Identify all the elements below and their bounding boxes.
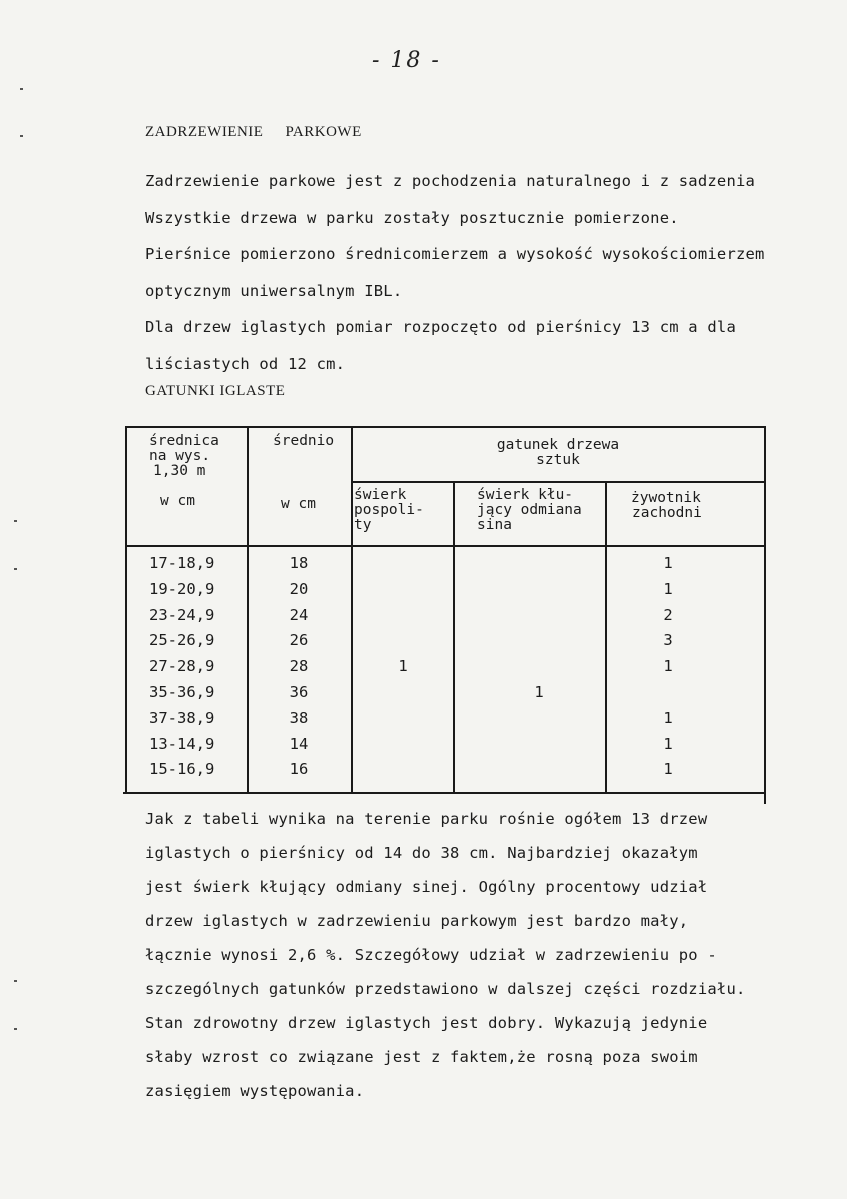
table-cell-s3: 1 <box>663 657 673 676</box>
table-cell-avg: 26 <box>289 631 309 650</box>
text-line: słaby wzrost co związane jest z faktem,że rosną poza swoim <box>145 1048 698 1066</box>
table-cell-range: 15-16,9 <box>149 760 215 779</box>
text-line: iglastych o pierśnicy od 14 do 38 cm. Najbardziej okazałym <box>145 844 698 862</box>
header-line: sztuk <box>536 452 580 468</box>
species-header-2 <box>477 488 582 533</box>
page-number: - 18 - <box>372 48 441 73</box>
closing-paragraph <box>145 802 825 1108</box>
heading-word: ZADRZEWIENIE <box>145 124 264 140</box>
table-cell-s3: 1 <box>663 708 673 727</box>
table-column-line <box>351 426 353 794</box>
header-line: ty <box>354 517 372 533</box>
table-cell-range: 23-24,9 <box>149 605 215 624</box>
table-cell-s3: 1 <box>663 579 673 598</box>
table-cell-range: 27-28,9 <box>149 657 215 676</box>
table-border-top <box>125 426 765 428</box>
table-cell-s3: 1 <box>663 734 673 753</box>
text-line: Stan zdrowotny drzew iglastych jest dobry. Wykazują jedynie <box>145 1014 708 1032</box>
text-line: Wszystkie drzewa w parku zostały posztucznie pomierzone. <box>145 208 679 227</box>
header-line: świerk <box>354 487 407 503</box>
table-cell-avg: 24 <box>289 605 309 624</box>
header-line: świerk kłu- <box>477 487 574 503</box>
header-line: żywotnik <box>631 490 701 506</box>
table-cell-range: 25-26,9 <box>149 631 215 650</box>
table-cell-avg: 16 <box>289 760 309 779</box>
table-column-line <box>247 426 249 794</box>
margin-mark <box>14 568 17 570</box>
table-cell-range: 35-36,9 <box>149 683 215 701</box>
header-line: gatunek drzewa <box>496 437 620 453</box>
margin-mark <box>20 135 23 137</box>
table-cell-s1: 1 <box>398 657 408 676</box>
table-cell-s2: 1 <box>534 683 544 701</box>
text-line: drzew iglastych w zadrzewieniu parkowym jest bardzo mały, <box>145 912 689 930</box>
group-header-species <box>351 438 765 468</box>
table-cell-avg: 14 <box>289 734 309 753</box>
conifer-table <box>123 426 766 796</box>
column-unit: w cm <box>160 493 195 509</box>
heading-word: PARKOWE <box>285 124 362 140</box>
column-unit: w cm <box>281 496 316 512</box>
table-cell-s3: 1 <box>663 554 673 572</box>
table-border-left <box>125 426 127 794</box>
table-header-line <box>125 545 765 547</box>
table-column-line <box>453 481 455 794</box>
text-line: jest świerk kłujący odmiany sinej. Ogólny procentowy udział <box>145 878 708 896</box>
column-header-average: średnio <box>273 433 335 449</box>
table-cell-avg: 28 <box>289 657 309 676</box>
table-cell-avg: 36 <box>289 683 309 701</box>
section-heading <box>145 124 362 141</box>
table-cell-avg: 20 <box>289 579 309 598</box>
header-line: pospoli- <box>354 502 424 518</box>
table-cell-range: 13-14,9 <box>149 734 215 753</box>
margin-mark <box>20 88 23 90</box>
text-line: szczególnych gatunków przedstawiono w dalszej części rozdziału. <box>145 980 746 998</box>
species-header-1 <box>354 488 424 533</box>
text-line: zasięgiem występowania. <box>145 1082 365 1100</box>
text-line: Zadrzewienie parkowe jest z pochodzenia naturalnego i z sadzenia <box>145 172 756 190</box>
margin-mark <box>14 980 17 982</box>
text-line: Dla drzew iglastych pomiar rozpoczęto od pierśnicy 13 cm a dla <box>145 318 736 336</box>
table-cell-s3: 3 <box>663 631 673 650</box>
table-cell-s3: 1 <box>663 760 673 779</box>
text-line: Pierśnice pomierzono średnicomierzem a wysokość wysokościomierzem <box>145 245 765 263</box>
table-border-right <box>764 426 766 804</box>
table-cell-range: 19-20,9 <box>149 579 215 598</box>
header-line: na wys. <box>149 448 211 464</box>
table-cell-range: 17-18,9 <box>149 554 215 572</box>
table-column-line <box>605 481 607 794</box>
text-line: optycznym uniwersalnym IBL. <box>145 281 403 300</box>
margin-mark <box>14 1028 17 1030</box>
header-line: jący odmiana <box>477 502 582 518</box>
header-line: 1,30 m <box>153 463 206 479</box>
margin-mark <box>14 520 17 522</box>
text-line: liściastych od 12 cm. <box>145 354 346 373</box>
subsection-heading: GATUNKI IGLASTE <box>145 383 286 399</box>
intro-paragraph <box>145 163 825 382</box>
table-cell-avg: 18 <box>289 554 309 572</box>
table-border-bottom <box>123 792 766 794</box>
table-cell-range: 37-38,9 <box>149 708 215 727</box>
species-header-3 <box>631 491 702 521</box>
table-cell-avg: 38 <box>289 708 309 727</box>
column-header-diameter <box>149 434 219 479</box>
header-line: zachodni <box>632 505 702 521</box>
table-subheader-line <box>351 481 765 483</box>
text-line: łącznie wynosi 2,6 %. Szczegółowy udział w zadrzewieniu po - <box>145 946 717 964</box>
text-line: Jak z tabeli wynika na terenie parku rośnie ogółem 13 drzew <box>145 810 708 828</box>
table-cell-s3: 2 <box>663 605 673 624</box>
header-line: sina <box>477 517 512 533</box>
header-line: średnica <box>149 433 219 449</box>
